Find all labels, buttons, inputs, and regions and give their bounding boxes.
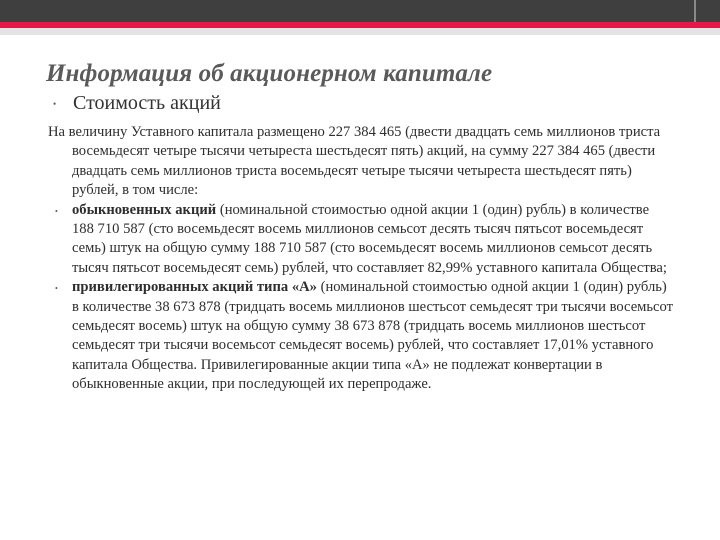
slide-body xyxy=(48,123,674,395)
slide-subtitle: Стоимость акций xyxy=(73,92,221,114)
slide-title: Информация об акционерном капитале xyxy=(46,60,493,87)
top-bar xyxy=(0,0,720,22)
item-bold-label: привилегированных акций типа «А» xyxy=(72,279,317,296)
list-item-ordinary-shares xyxy=(48,201,674,279)
bullet-icon: • xyxy=(53,99,57,109)
item-text: (номинальной стоимостью одной акции 1 (один) рубль) в количестве 188 710 587 (сто восемьдесят восемь миллионов семьсот десять тысяч пятьсот восемьдесят семь) штук на общую сумму 188 710 587 (сто восемьдесят восемь миллионов семьсот десять тысяч пятьсот восемьдесят семь) рублей, что составляет 82,99% уставного капитала Общества; xyxy=(72,201,667,276)
list-item-preferred-shares xyxy=(48,278,674,394)
item-text: (номинальной стоимостью одной акции 1 (один) рубль) в количестве 38 673 878 (тридцать восемь миллионов шестьсот семьдесят три тысячи восемьсот семьдесят восемь) штук на общую сумму 38 673 878 (тридцать восемь миллионов шестьсот семьдесят три тысячи восемьсот семьдесят восемь) рублей, что составляет 17,01% уставного капитала Общества. Привилегированные акции типа «А» не подлежат конвертации в обыкновенные акции, при последующей их перепродаже. xyxy=(72,279,674,393)
intro-paragraph: На величину Уставного капитала размещено 227 384 465 (двести двадцать семь миллионов триста восемьдесят четыре тысячи четыреста шестьдесят пять) акций, на сумму 227 384 465 (двести двадцать семь миллионов триста восемьдесят четыре тысячи четыреста шестьдесят пять) рублей, в том числе: xyxy=(48,124,661,199)
grey-band xyxy=(0,28,720,35)
item-bold-label: обыкновенных акций xyxy=(72,201,217,218)
bullet-icon: • xyxy=(55,284,58,294)
bullet-icon: • xyxy=(55,206,58,216)
top-bar-divider xyxy=(694,0,696,22)
